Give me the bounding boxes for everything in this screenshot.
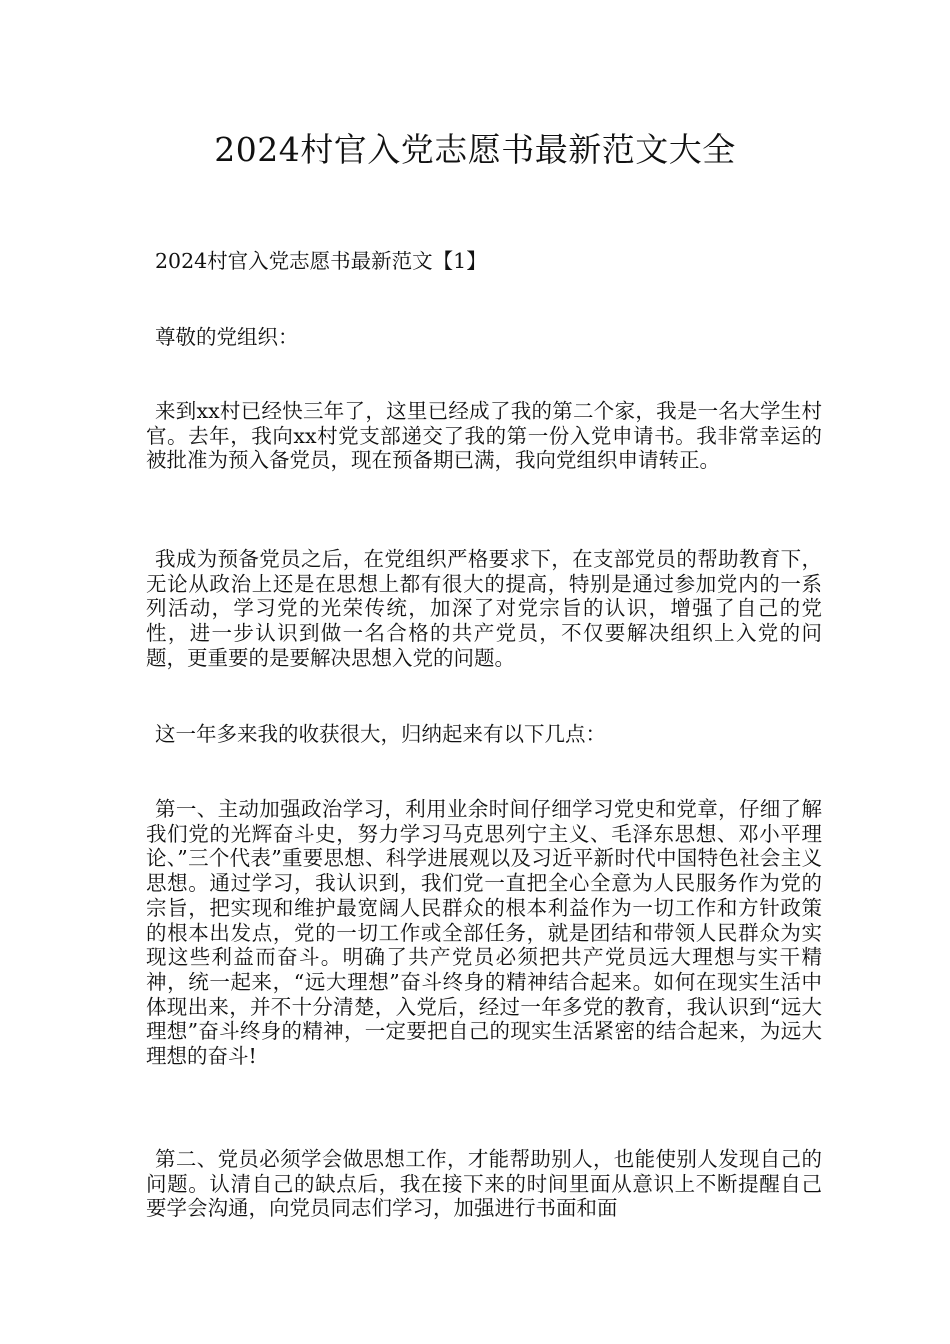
document-title: 2024村官入党志愿书最新范文大全 [214, 130, 736, 169]
salutation: 尊敬的党组织： [155, 325, 299, 349]
paragraph-3: 这一年多来我的收获很大，归纳起来有以下几点： [155, 722, 606, 746]
section-subtitle: 2024村官入党志愿书最新范文【1】 [155, 249, 487, 273]
paragraph-4: 第一、主动加强政治学习，利用业余时间仔细学习党史和党章，仔细了解我们党的光辉奋斗史，努力学习马克思列宁主义、毛泽东思想、邓小平理论、”三个代表”重要思想、科学进展观以及习近平新时代中国特色社会主义思想。通过学习，我认识到，我们党一直把全心全意为人民服务作为党的宗旨，把实现和维护最宽阔人民群众的根本利益作为一切工作和方针政策的根本出发点，党的一切工作或全部任务，就是团结和带领人民群众为实现这些利益而奋斗。明确了共产党员必须把共产党员远大理想与实干精神，统一起来，“远大理想”奋斗终身的精神结合起来。如何在现实生活中体现出来，并不十分清楚，入党后，经过一年多党的教育，我认识到“远大理想”奋斗终身的精神，一定要把自己的现实生活紧密的结合起来，为远大理想的奋斗! [146, 797, 822, 1069]
paragraph-1: 来到xx村已经快三年了，这里已经成了我的第二个家，我是一名大学生村官。去年，我向xx村党支部递交了我的第一份入党申请书。我非常幸运的被批准为预入备党员，现在预备期已满，我向党组织申请转正。 [146, 399, 822, 473]
paragraph-2: 我成为预备党员之后，在党组织严格要求下，在支部党员的帮助教育下，无论从政治上还是在思想上都有很大的提高，特别是通过参加党内的一系列活动，学习党的光荣传统，加深了对党宗旨的认识，增强了自己的党性，进一步认识到做一名合格的共产党员，不仅要解决组织上入党的问题，更重要的是要解决思想入党的问题。 [146, 547, 822, 670]
paragraph-5: 第二、党员必须学会做思想工作，才能帮助别人，也能使别人发现自己的问题。认清自己的缺点后，我在接下来的时间里面从意识上不断提醒自己要学会沟通，向党员同志们学习，加强进行书面和面 [146, 1147, 822, 1221]
